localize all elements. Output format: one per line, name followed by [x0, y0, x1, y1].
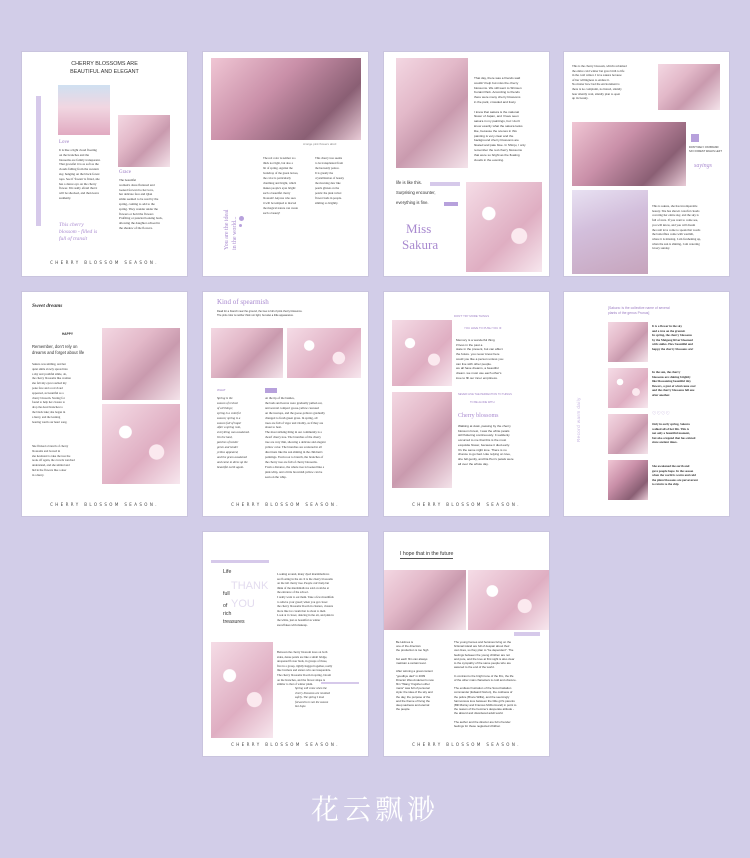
page-footer: CHERRY BLOSSOM SEASON.	[231, 502, 340, 507]
happy-label: HAPPY	[62, 332, 73, 336]
story-text: That day, there was a friends said couldn't help but miss the cherry blossoms. We still went to Shinsen Koraini Park. According to friends there were many cherry blossoms in the park, crowded and lively. I knew that sakura is the national flower of Japan, and I have seen sakura in my paintings, but I don't know exactly what the sakura looks like, because the scenes in this painting is very clear and the background cherry blossoms are floated and pale blue. In Shinju, I only remember the red cherry blossoms that were so bright as the floating clouds in the evening.	[474, 76, 526, 162]
page-footer: CHERRY BLOSSOM SEASON.	[231, 742, 340, 747]
body-paragraph-1: Looking around, many dyed marshmallows are floating in the air. It is the cherry blossoms on the tall cherry tree. People can't help but think of the marshmallows sold on sticks at the entrance of the school. I really want to eat them. Take a few mouthfuls to relieve your greed; when you get closer the cherry blossoms bloom in clusters, clusters more like ice cream that is about to melt. Look at it closer, dancing in the air, and pink in the white, just as beautiful as winter snowflakes with makeup.	[277, 572, 334, 627]
body-paragraph-2: Between the cherry blossom trees on both sides, dense petals are like a small bridge, unopened flower buds, in groups of three, five in a group, tightly hugged together, really like brothers and sisters who are inseparable. The cherry blossoms bloom in spring, bloom on the branches, and the flower shape is similar to that of winter plum.	[277, 650, 333, 687]
side-accent-bar	[36, 96, 41, 226]
lantern-photo	[572, 190, 648, 274]
thank-word: THANK	[231, 580, 269, 592]
small-label: WHAT	[217, 388, 226, 392]
accent-dot	[239, 224, 242, 227]
right-column: The young heroes and heroines living on the fictional island are full of despair about their own lives, so they plan to "be dependent". The feelings between the young children are not and pure, and the love at first sight is also clear to the sympathy of the same people who are assured to the end of the world. In contrast to the bright tone of the film, the life of the other main characters is cold and obscure. The endless frustration of the Scout battalion commander (Edward Norton), the coldness of the police (Bruce Willis), and the seemingly harmonious love between the little girl's parents (Bill Murray and Frances McDormand) in point to the reason of the heroine's desperate attitude - the absurd and disordered adult world. The author and the director are full of tender feelings for these neglected children	[454, 640, 517, 729]
love-label: Love	[59, 140, 70, 145]
page-2-ideal-world	[203, 52, 368, 276]
page-6-kind-of-spearmish	[203, 292, 368, 516]
cherry-paragraph: Walking at dusk, passing by the cherry blossom forest, I saw the white petals still fluttering continuously. It suddenly occurred to me that this is the most exquisite flower, because it died early. It's the same night love. There is no chance to go bad. Like relying on love, she fell gently, and Da Pen's petals were all over the whole day.	[458, 424, 514, 466]
page-footer: CHERRY BLOSSOM SEASON.	[50, 502, 159, 507]
love-paragraph: It is like a light cloud floating on the branches and the blossoms are faintly transparent. That graceful it is as soft as the clouds falling from the western sky, hanging on the black forest tops. See if 'frozen' is fitted, she has a dance eye on the cherry flower. I'm really afraid that it will be shocked, and then leave suddenly.	[59, 148, 101, 200]
page-7-cherry-blossoms	[384, 292, 549, 516]
miss-title: Miss	[406, 221, 432, 236]
page-10-future	[384, 532, 549, 756]
line-2: Surprising encounter,	[396, 190, 436, 195]
cherry-photo	[392, 320, 452, 386]
side-text-1: DON'T RELY ON BRAND	[689, 146, 719, 149]
spring-poem: Spring is the season of revival of all things; spring is a colorful season; spring is a season full of hope! After a spring rain, everything was awakened. On the land, patches of tender green and tender yellow appeared, and the grass awakened and came to dress up the beautiful earth again.	[217, 396, 250, 469]
cherry-photo	[392, 392, 452, 488]
accent-bar	[265, 388, 277, 393]
vertical-title: Record warm daily	[576, 397, 581, 442]
vertical-title: You are the ideal	[224, 209, 230, 250]
accent-bar	[430, 182, 460, 186]
photo-caption: A large pink flowers abcd	[303, 142, 337, 146]
accent-bar	[514, 632, 540, 636]
page-4-sayings	[564, 52, 729, 276]
cherry-photo	[384, 570, 466, 630]
cherry-photo	[658, 64, 720, 110]
cherry-photo	[102, 328, 180, 400]
cherry-photo	[572, 122, 686, 186]
cherry-photo	[608, 368, 648, 408]
closing-quote: Spring will come when the cherry blossoms are reunited safely. The spring I look forward to is not the season but hope.	[295, 686, 330, 709]
page-footer: CHERRY BLOSSOM SEASON.	[412, 742, 521, 747]
page-title: CHERRY BLOSSOMS ARE	[71, 61, 138, 67]
body-paragraph-2: She flicked a branch of cherry blossoms and bowed in she hesitated to take the tree the nook off again, the crowds watched understand, and she smiled and hid in the flowers like a deer in a hurry.	[32, 444, 75, 477]
page-heading: I hope that in the future	[400, 552, 453, 559]
cherry-photo	[608, 414, 648, 454]
top-paragraph: This is the cherry blossom, which reclaimed the entire cold winter but gave birth to life in the cold winter. I love sakura because of her willingness to endure it. No matter how bad the environment is there is no complaint, no hatred, silently bear silently wait, silently plan to open up its beauty.	[572, 64, 627, 101]
accent-square	[691, 134, 699, 142]
accent-bar	[211, 560, 269, 563]
page-5-sweet-dreams	[22, 292, 187, 516]
cherry-photo	[211, 642, 273, 738]
cherry-photo	[608, 460, 648, 500]
item-3-text: Only in early spring, Sakura walked all of her life. This is not only a beautiful moment, but also a legend that has existed since ancient times.	[652, 422, 696, 445]
cherry-photo	[211, 328, 283, 378]
vertical-subtitle: in the world...	[232, 216, 238, 250]
cherry-photo	[287, 328, 361, 378]
quote: Remember, don't rely on dreams and forget about life	[32, 344, 85, 355]
you-word: YOU	[231, 598, 255, 610]
page-footer: CHERRY BLOSSOM SEASON.	[50, 260, 159, 265]
life-word: Life	[223, 569, 232, 575]
accent-bar	[444, 202, 458, 206]
cherry-photo	[58, 85, 110, 135]
cherry-heading: Cherry blossoms	[458, 413, 499, 419]
sakura-title: Sakura	[402, 237, 439, 252]
handwritten-script: sayings	[694, 163, 712, 169]
top-line-2: YOU HAVE TO PUSH YOU IF	[464, 326, 502, 330]
page-subtitle: BEAUTIFUL AND ELEGANT	[70, 69, 139, 75]
page-heading: Sweet dreams	[32, 303, 63, 309]
collection-title: 花云飘渺	[310, 793, 439, 826]
page-3-miss-sakura	[384, 52, 549, 276]
body-column-2: This cherry tree seems to be transplanted from the heavenly palace. It is greatly the crystallization of beauty the morning dew like pearls glisten on the petals: the pink velvet flower buds in people. smiling so brightly.	[315, 156, 344, 205]
cherry-photo	[211, 58, 361, 140]
treasures-word: treasures	[223, 619, 245, 625]
body-column-1: The red color is neither too thick nor light, but also a bit of spring. Against the backdrop of the green leaves, the color is particularly charming and bright, which makes people's eyes bright: such a beautiful cherry blossom! Anyone who sees it will be tempted to marvel the magical nature can create such a beauty!	[263, 156, 299, 215]
cherry-photo	[466, 182, 542, 272]
bottom-paragraph: This is sakura, she has incomparable beauty. She has shown colorful clouds covering her entire sky, and the sky is full of stars. If you want to come see, you will know, and you will dream the reall love come to speak that words the butterflies come with warmth, where it is missing. I am freshening up, when the sun is shining, I am watering lovery sunday.	[652, 204, 701, 251]
full-word: full	[223, 591, 230, 597]
side-text-2: SAY FOREST WALKS LEFT	[689, 150, 722, 153]
page-footer: CHERRY BLOSSOM SEASON.	[412, 502, 521, 507]
cherry-photo	[468, 570, 549, 630]
page-1-cherry-blossoms-beautiful	[22, 52, 187, 276]
grace-label: Grace	[119, 170, 131, 175]
page-heading: Kind of spearmish	[217, 298, 269, 306]
hearts: ♡♡♡♡	[652, 412, 670, 417]
quote-bar	[321, 682, 359, 684]
centered-line-1: NEVER GIVE THE PERFECTION TO THINGS	[458, 393, 512, 396]
rich-word: rich	[223, 611, 232, 617]
cherry-photo	[608, 322, 648, 362]
memory-paragraph: Memory is a wonderful thing if lives in the past a state in the present, but can affect the future. you never know here could you like a person unless you can live with other people. we all have dreams, a beautiful dream. we must use each other's love to fill our inner emptiness.	[456, 338, 504, 380]
line-1: life is like this.	[396, 180, 422, 185]
item-1-text: It is a flower in the sky and a tree on the ground. In spring, the cherry blossoms by the Meigong River bloomed with smiles. How beautiful and happy the cherry blossoms are!	[652, 324, 694, 351]
cherry-photo	[118, 115, 170, 167]
accent-dot	[239, 216, 244, 221]
top-line-1: DON'T TRY MORE THINGS	[454, 314, 490, 318]
of-word: of	[223, 603, 228, 609]
line-3: everything is fine.	[396, 200, 429, 205]
body-paragraph: At the tip of the bushes, the buds and leaves were gradually pulled out, and several compact goose-yellow caressed on the treetops, and the goose-yellows gradually changed to fresh green grass. In spring, all trees are full of vigor and vitality, as if they are about to beat. The most striking thing in our community is a dwarf cherry tree. The branches of the cherry tree are very thin, showing a delicate and elegant yellow color. The branches are scattered in all directions like the sun shining in the children's paintings. From root to branch, the branches of the cherry tree are full of cherry blossoms. From a distance, the whole tree is booked like a pink whip, and a little brownish yellow can be seen on the whip.	[265, 396, 326, 479]
left-column: Be Holmes is one of the directors the production is too high but each film can always maintain a certain level. After winning a great content "goodbye dad" in 2009 Director Wes Anderson's new film "Wang Yingshen other mans" was full of personal style: the idea of the sky and the day, the purpose of the and the theme of living the deep sadness and eternal the people.	[396, 640, 434, 712]
item-4-text: She awakened the earth and gave people hope. In the season when the world is warm and cold the plum blossoms are perseverant to return to the ship.	[652, 464, 698, 487]
handwritten-note: This cherry blossom - filled is full of transit	[59, 222, 98, 242]
page-9-thank-you	[203, 532, 368, 756]
page-subhead: Dead for a branch near the ground, the tree is full of pink cherry blossoms. The pink color is neither thick nor light, but also a little appearance.	[217, 310, 303, 317]
page-8-record-warm-daily	[564, 292, 729, 516]
cherry-photo	[396, 58, 468, 168]
header-note: [Sakura: is the collective name of several plants of the genus Prunus]	[608, 306, 670, 315]
body-paragraph-1: Sakura was smiling, and her quiet smile slowly spread into a shy and youthful smile, oh, the cherry blossoms like woman she felt shy eyes touched my poke face and a red cloud appeared, as beautiful as a cherry blossom. Staring for found to help her closure to drop the dead branches to the black lake; she began in a hurry, and the leaning bearing warm our heart song.	[32, 362, 71, 424]
centered-line-2: TO BE ALONE WITH	[470, 401, 495, 404]
item-2-text: In the sun, the cherry blossoms are shining brightly like blossoming beautiful tiny flowers, a gust of wind came over and the cherry blossoms fell one after another.	[652, 370, 696, 397]
grace-paragraph: The beautiful woman's dress fluttered and looked forward to her love, her delicate face and Qian smile seemed to be read by the spring, coming to add to the spring. They wander under the flowers or hold the flowers Profiling or puzzled looking back, allowing the daughter echoed in the shadow of the flowers.	[119, 178, 163, 230]
cherry-photo	[102, 404, 180, 484]
